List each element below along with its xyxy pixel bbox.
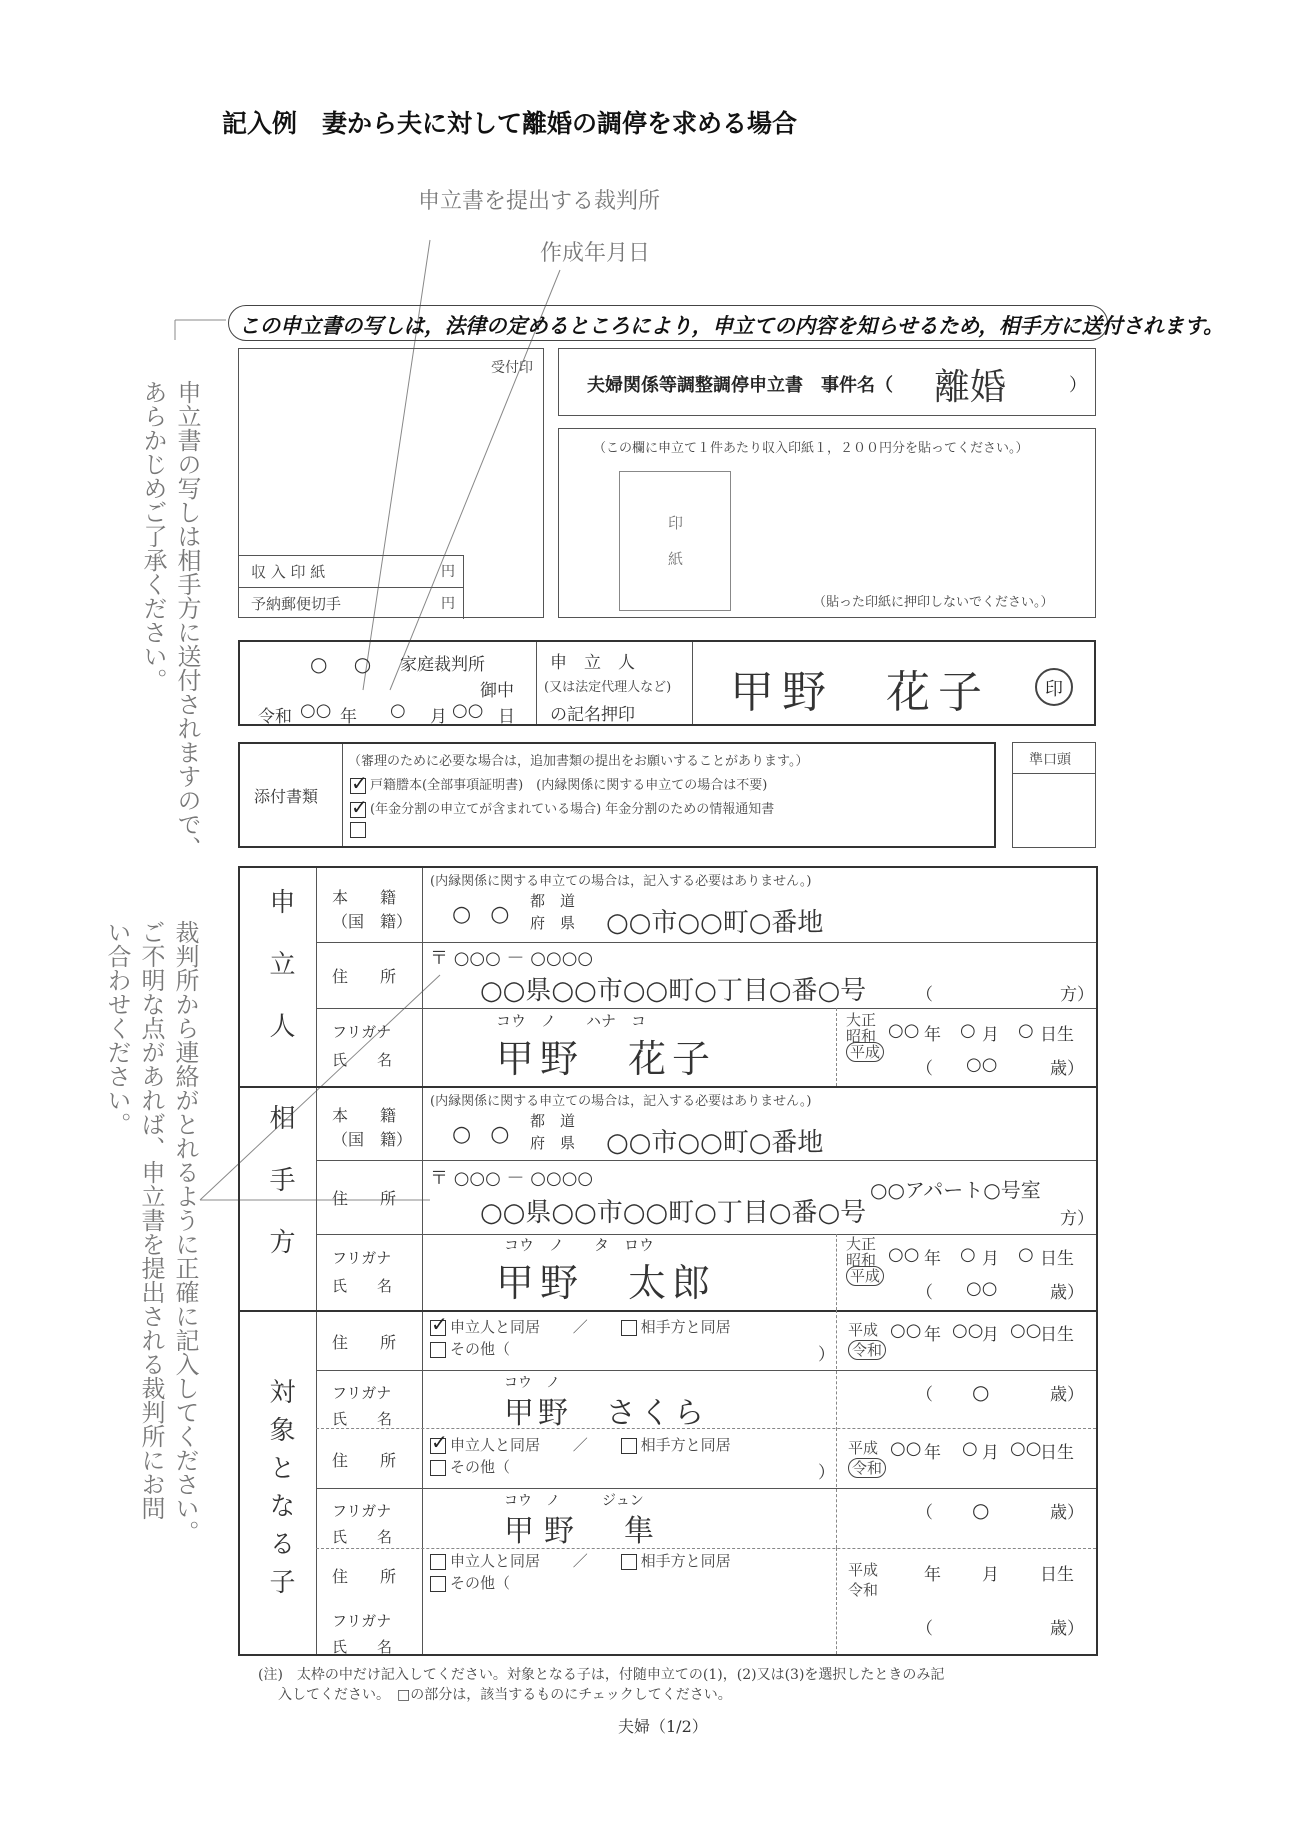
child2-other-close: ）	[818, 1463, 835, 1483]
child2-label-shimei: 氏 名	[332, 1528, 393, 1546]
label-honseki-2: 本 籍	[332, 1106, 397, 1125]
respondent-kana[interactable]: コウ ノ タ ロウ	[504, 1236, 655, 1254]
banner-text: この申立書の写しは，法律の定めるところにより，申立ての内容を知らせるため，相手方に送付されます。	[239, 314, 1224, 338]
child3-age-open: （	[916, 1619, 933, 1639]
applicant-age[interactable]: ○○	[966, 1054, 998, 1075]
attachment-item-2[interactable]	[350, 798, 774, 818]
applicant-naien-note: (内縁関係に関する申立ての場合は，記入する必要はありません。)	[430, 874, 812, 889]
note-date: 作成年月日	[540, 241, 651, 266]
court-day-unit: 日	[498, 707, 515, 727]
case-value[interactable]: 離婚	[934, 367, 1007, 408]
child2-kana[interactable]: コウ ノ ジュン	[504, 1493, 644, 1509]
label-furigana-2: フリガナ	[332, 1249, 392, 1267]
applicant-jusho-label: 住 所	[332, 967, 397, 986]
respondent-sai: 歳）	[1050, 1283, 1084, 1303]
respondent-kata: 方）	[1060, 1209, 1094, 1229]
child2-label-furigana: フリガナ	[332, 1502, 392, 1520]
main-table	[238, 866, 1098, 1656]
respondent-name-labels	[332, 1244, 392, 1300]
respondent-age-open: （	[916, 1283, 933, 1303]
label-kokuseki-2: （国 籍）	[332, 1130, 413, 1149]
child2-jusho-label: 住 所	[332, 1451, 397, 1470]
child3-era-list	[848, 1560, 878, 1600]
child3-jusho-label: 住 所	[332, 1567, 397, 1586]
receipt-row-label-2: 予納郵便切手	[251, 595, 342, 613]
child1-other-close: ）	[818, 1345, 835, 1365]
attachments-note: （審理のために必要な場合は，追加書類の提出をお願いすることがあります。）	[348, 754, 809, 769]
applicant-nen: 年	[924, 1025, 941, 1045]
child1-label-shimei: 氏 名	[332, 1410, 393, 1428]
attachments-box	[238, 742, 996, 848]
child1-live-resp-label: 相手方と同居	[640, 1318, 731, 1336]
footnote-line-1: (注) 太枠の中だけ記入してください。対象となる子は，付随申立ての(1)，(2)又は(3)を選択したときのみ記	[258, 1667, 945, 1683]
child2-era-b: 令和	[848, 1458, 886, 1478]
child3-tsuki: 月	[982, 1565, 999, 1585]
section-respondent: 相手方	[265, 1104, 295, 1290]
side-note-right-2: ご不明な点があれば、申立書を提出される裁判所にお問	[137, 920, 165, 1520]
label-todo: 都 道	[530, 892, 576, 910]
side-note-left	[136, 380, 204, 940]
child2-nen: 年	[924, 1443, 941, 1463]
side-note-right-1: 裁判所から連絡がとれるように正確に記入してください。	[171, 920, 199, 1544]
side-note-right	[100, 920, 202, 1560]
side-note-left-2: あらかじめご了承ください。	[139, 380, 167, 692]
court-onchu: 御中	[480, 681, 514, 701]
label-fuken-2: 府 県	[530, 1134, 576, 1152]
attachment-item-1[interactable]	[350, 774, 767, 794]
child3-era-a: 平成	[848, 1561, 879, 1579]
applicant-postal[interactable]: 〒 ○○○ － ○○○○	[430, 948, 594, 969]
child1-age[interactable]: ○	[972, 1380, 990, 1404]
child1-birth-d[interactable]: ○○	[1010, 1320, 1042, 1341]
applicant-sai: 歳）	[1050, 1059, 1084, 1079]
child3-nen: 年	[924, 1565, 941, 1585]
footnote-line-2: 入してください。 □の部分は，該当するものにチェックしてください。	[278, 1687, 732, 1703]
child1-live-options	[430, 1316, 731, 1360]
court-era: 令和	[258, 707, 292, 727]
seal-mark	[1035, 668, 1073, 706]
child3-hisei: 日生	[1040, 1565, 1074, 1585]
child2-name[interactable]: 甲野 隼	[504, 1514, 664, 1549]
child1-tsuki: 月	[982, 1325, 999, 1345]
applicant-label-3: の記名押印	[550, 705, 635, 725]
child1-era-a: 平成	[848, 1321, 879, 1339]
applicant-name-labels	[332, 1018, 392, 1074]
case-label: 夫婦関係等調整調停申立書 事件名（	[587, 375, 893, 396]
label-shimei: 氏 名	[332, 1051, 393, 1069]
label-shimei-2: 氏 名	[332, 1277, 393, 1295]
respondent-honseki-addr[interactable]: ○○市○○町○番地	[606, 1128, 824, 1158]
respondent-address-2[interactable]: ○○アパート○号室	[870, 1178, 1041, 1202]
child2-name-labels	[332, 1498, 392, 1550]
page-title: 記入例 妻から夫に対して離婚の調停を求める場合	[222, 109, 798, 138]
side-note-right-3: い合わせください。	[103, 920, 131, 1136]
respondent-postal[interactable]: 〒 ○○○ － ○○○○	[430, 1168, 594, 1189]
receipt-row-unit-1: 円	[441, 564, 455, 580]
applicant-hisei: 日生	[1040, 1025, 1074, 1045]
child3-other-checkbox[interactable]	[430, 1576, 446, 1592]
respondent-birth-m[interactable]: ○	[960, 1244, 976, 1265]
receipt-stamp-label: 受付印	[491, 360, 533, 376]
applicant-name[interactable]: 甲野 花子	[496, 1037, 717, 1081]
child3-label-furigana: フリガナ	[332, 1612, 392, 1630]
court-year-unit: 年	[340, 707, 357, 727]
stamp-note: （この欄に申立て１件あたり収入印紙１，２００円分を貼ってください。）	[593, 441, 1029, 456]
child1-other-label: その他（	[450, 1340, 511, 1358]
child2-live-app-label: 申立人と同居	[450, 1436, 541, 1454]
label-honseki: 本 籍	[332, 888, 397, 907]
child2-live-options	[430, 1434, 731, 1478]
applicant-label-2: (又は法定代理人など)	[544, 680, 672, 695]
child1-kana[interactable]: コウ ノ	[504, 1375, 560, 1391]
child1-era-b: 令和	[848, 1340, 886, 1360]
applicant-age-open: （	[916, 1059, 933, 1079]
attachment-item-3[interactable]	[350, 822, 370, 838]
child1-slash: ／	[572, 1318, 588, 1336]
era-heisei-2: 平成	[846, 1266, 884, 1286]
applicant-honseki-addr[interactable]: ○○市○○町○番地	[606, 908, 824, 938]
respondent-address[interactable]: ○○県○○市○○町○丁目○番○号	[480, 1198, 867, 1228]
child2-live-app-checkbox[interactable]	[430, 1438, 446, 1454]
receipt-row-unit-2: 円	[441, 596, 455, 612]
applicant-honseki-pref[interactable]: ○ ○	[452, 902, 516, 927]
court-box	[238, 640, 1096, 726]
attachment-checkbox-2[interactable]	[350, 802, 366, 818]
child3-label-shimei: 氏 名	[332, 1638, 393, 1656]
court-month-unit: 月	[430, 707, 447, 727]
seal-text: 印	[1045, 679, 1063, 700]
child1-sai: 歳）	[1050, 1385, 1084, 1405]
court-day[interactable]: ○○	[452, 700, 484, 721]
case-name-box	[558, 348, 1096, 416]
respondent-tsuki: 月	[982, 1249, 999, 1269]
child1-jusho-label: 住 所	[332, 1333, 397, 1352]
child3-era-b: 令和	[848, 1581, 879, 1599]
era-taisho: 大正	[846, 1011, 877, 1029]
child1-live-app-label: 申立人と同居	[450, 1318, 541, 1336]
child1-name-labels	[332, 1380, 392, 1432]
section-applicant: 申立人	[265, 888, 295, 1074]
child1-era-list	[848, 1320, 886, 1360]
respondent-naien-note: (内縁関係に関する申立ての場合は，記入する必要はありません。)	[430, 1094, 812, 1109]
court-month[interactable]: ○	[390, 700, 406, 721]
court-label: 家庭裁判所	[400, 655, 485, 675]
label-furigana: フリガナ	[332, 1023, 392, 1041]
jun-kouto-box	[1012, 742, 1096, 848]
applicant-kana[interactable]: コウ ノ ハナ コ	[496, 1012, 647, 1030]
applicant-name-signed[interactable]: 甲野 花子	[730, 667, 990, 718]
child2-birth-y[interactable]: ○○	[890, 1438, 922, 1459]
stamp-area	[558, 428, 1096, 618]
attachment-text-2: (年金分割の申立てが含まれている場合) 年金分割のための情報通知書	[370, 802, 775, 817]
child2-slash: ／	[572, 1436, 588, 1454]
label-fuken: 府 県	[530, 914, 576, 932]
child3-sai: 歳）	[1050, 1619, 1084, 1639]
child2-birth-m[interactable]: ○	[962, 1438, 978, 1459]
applicant-era-list	[846, 1012, 884, 1060]
child3-live-resp-checkbox[interactable]	[621, 1554, 637, 1570]
applicant-kata: 方）	[1060, 985, 1094, 1005]
side-note-left-1: 申立書の写しは相手方に送付されますので、	[173, 380, 201, 860]
respondent-birth-y[interactable]: ○○	[888, 1244, 920, 1265]
label-kokuseki: （国 籍）	[332, 912, 413, 931]
respondent-era-list	[846, 1236, 884, 1284]
child3-live-app-checkbox[interactable]	[430, 1554, 446, 1570]
attachment-text-1: 戸籍謄本(全部事項証明書) (内縁関係に関する申立ての場合は不要)	[370, 778, 768, 793]
child2-era-list	[848, 1438, 886, 1478]
receipt-row-label-1: 収 入 印 紙	[251, 563, 326, 581]
child2-birth-d[interactable]: ○○	[1010, 1438, 1042, 1459]
attachments-label: 添付書類	[254, 787, 319, 806]
banner	[228, 305, 1224, 341]
respondent-jusho-label: 住 所	[332, 1189, 397, 1208]
child1-name[interactable]: 甲野 さくら	[504, 1396, 708, 1431]
stamp-note-2: （貼った印紙に押印しないでください。）	[813, 595, 1054, 610]
applicant-address[interactable]: ○○県○○市○○町○丁目○番○号	[480, 976, 867, 1006]
respondent-hisei: 日生	[1040, 1249, 1074, 1269]
child1-label-furigana: フリガナ	[332, 1384, 392, 1402]
child3-live-app-label: 申立人と同居	[450, 1552, 541, 1570]
respondent-todofuken	[530, 1110, 575, 1154]
child3-other-label: その他（	[450, 1574, 511, 1592]
child2-era-a: 平成	[848, 1439, 879, 1457]
child3-live-options	[430, 1550, 731, 1594]
court-name-mark[interactable]: ○ ○	[310, 652, 382, 676]
child2-live-resp-checkbox[interactable]	[621, 1438, 637, 1454]
child2-age-open: （	[916, 1503, 933, 1523]
child1-age-open: （	[916, 1385, 933, 1405]
receipt-box	[238, 348, 544, 618]
respondent-birth-d[interactable]: ○	[1018, 1244, 1034, 1265]
stamp-text: 印	[668, 514, 684, 532]
era-showa: 昭和	[846, 1027, 877, 1045]
respondent-honseki-label	[332, 1104, 412, 1152]
applicant-kata-open: （	[916, 985, 933, 1005]
child3-live-resp-label: 相手方と同居	[640, 1552, 731, 1570]
era-showa-2: 昭和	[846, 1251, 877, 1269]
child1-other-checkbox[interactable]	[430, 1342, 446, 1358]
child1-birth-y[interactable]: ○○	[890, 1320, 922, 1341]
respondent-honseki-pref[interactable]: ○ ○	[452, 1122, 516, 1147]
court-year[interactable]: ○○	[300, 700, 332, 721]
applicant-birth-m[interactable]: ○	[960, 1020, 976, 1041]
child2-age[interactable]: ○	[972, 1498, 990, 1522]
applicant-todofuken	[530, 890, 575, 934]
child2-sai: 歳）	[1050, 1503, 1084, 1523]
child2-hisei: 日生	[1040, 1443, 1074, 1463]
era-taisho-2: 大正	[846, 1235, 877, 1253]
child1-birth-m[interactable]: ○○	[952, 1320, 984, 1341]
child3-name-labels	[332, 1608, 392, 1660]
applicant-birth-d[interactable]: ○	[1018, 1020, 1034, 1041]
applicant-tsuki: 月	[982, 1025, 999, 1045]
page-label: 夫婦（1/2）	[618, 1717, 708, 1736]
attachment-checkbox-3[interactable]	[350, 822, 366, 838]
child1-live-app-checkbox[interactable]	[430, 1320, 446, 1336]
child3-slash: ／	[572, 1552, 588, 1570]
child1-hisei: 日生	[1040, 1325, 1074, 1345]
respondent-age[interactable]: ○○	[966, 1278, 998, 1299]
child2-other-checkbox[interactable]	[430, 1460, 446, 1476]
stamp-frame	[619, 471, 731, 611]
applicant-honseki-label	[332, 886, 412, 934]
section-children: 対象となる子	[265, 1378, 295, 1606]
attachment-checkbox-1[interactable]	[350, 778, 366, 794]
child2-other-label: その他（	[450, 1458, 511, 1476]
respondent-name[interactable]: 甲野 太郎	[496, 1261, 717, 1305]
child2-live-resp-label: 相手方と同居	[640, 1436, 731, 1454]
child1-live-resp-checkbox[interactable]	[621, 1320, 637, 1336]
era-heisei: 平成	[846, 1042, 884, 1062]
applicant-label-1: 申 立 人	[550, 653, 635, 673]
case-close: ）	[1069, 375, 1087, 396]
label-todo-2: 都 道	[530, 1112, 576, 1130]
jun-kouto-label: 準口頭	[1029, 752, 1071, 768]
stamp-text-2: 紙	[668, 550, 684, 568]
child1-nen: 年	[924, 1325, 941, 1345]
child2-tsuki: 月	[982, 1443, 999, 1463]
applicant-birth-y[interactable]: ○○	[888, 1020, 920, 1041]
respondent-nen: 年	[924, 1249, 941, 1269]
note-court: 申立書を提出する裁判所	[418, 189, 661, 214]
